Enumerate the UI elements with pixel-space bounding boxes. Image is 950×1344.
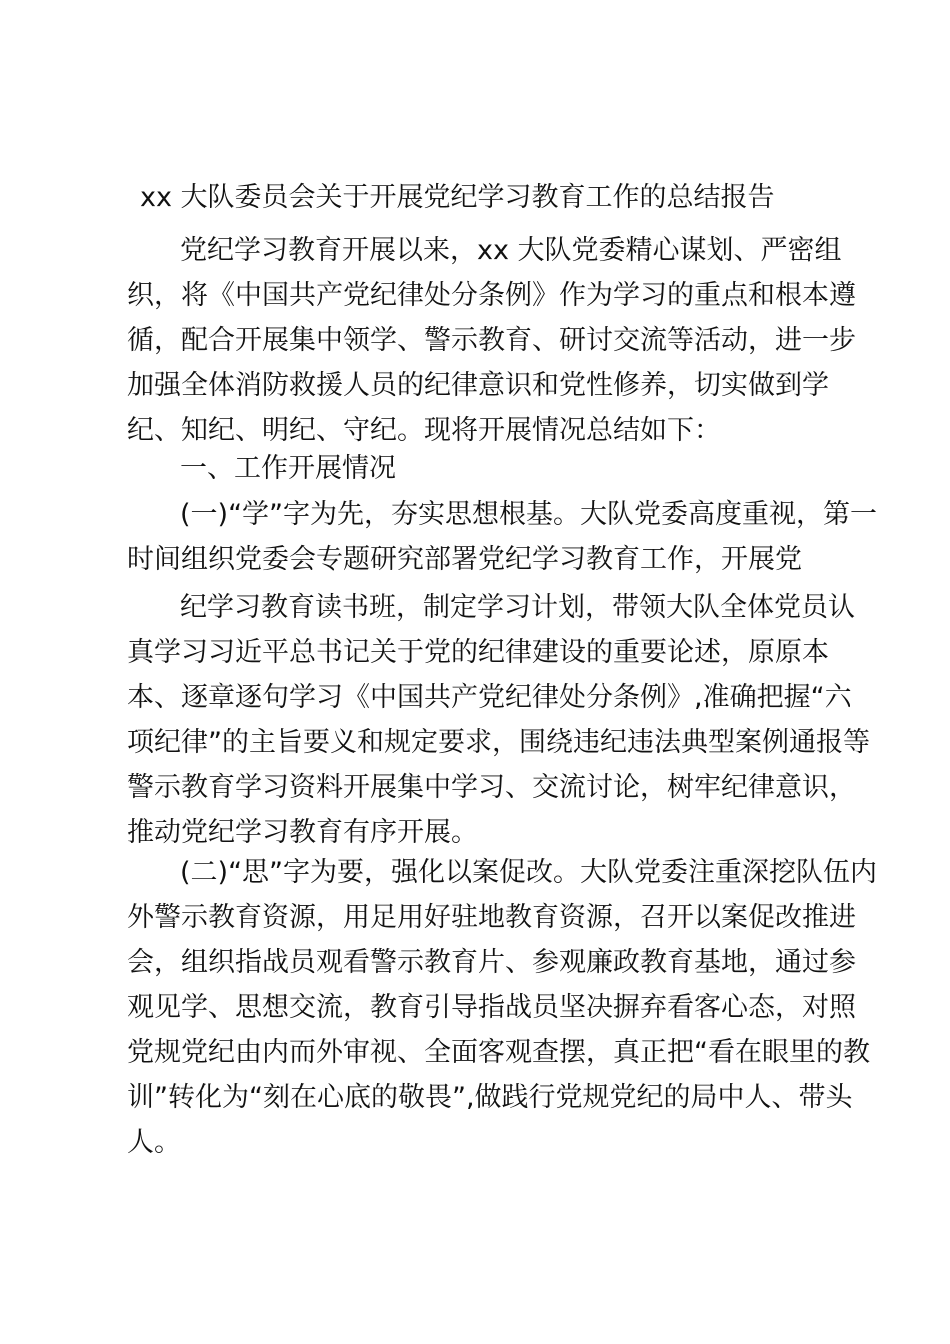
text-line: 党规党纪由内而外审视、全面客观查摆，真正把“看在眼里的教 [127, 1037, 870, 1068]
intro-paragraph [127, 228, 856, 453]
text-line: 警示教育学习资料开展集中学习、交流讨论，树牢纪律意识， [127, 772, 856, 803]
text-line: 推动党纪学习教育有序开展。 [127, 817, 478, 848]
text-line: 党纪学习教育开展以来，xx 大队党委精心谋划、严密组 [180, 235, 842, 266]
text-line: 人。 [127, 1127, 181, 1158]
text-line: 加强全体消防救援人员的纪律意识和党性修养，切实做到学 [127, 370, 829, 401]
text-line: 真学习习近平总书记关于党的纪律建设的重要论述，原原本 [127, 637, 829, 668]
text-line: 织，将《中国共产党纪律处分条例》作为学习的重点和根本遵 [127, 280, 856, 311]
part2-paragraph [127, 850, 878, 1165]
text-line: 训”转化为“刻在心底的敬畏”,做践行党规党纪的局中人、带头 [127, 1082, 853, 1113]
text-line: 纪学习教育读书班，制定学习计划，带领大队全体党员认 [180, 592, 855, 623]
text-line: 纪、知纪、明纪、守纪。现将开展情况总结如下： [127, 415, 721, 446]
text-line: (一)“学”字为先，夯实思想根基。大队党委高度重视，第一 [180, 499, 878, 530]
part1-paragraph-a [127, 492, 878, 582]
section-heading [127, 446, 839, 491]
part1-paragraph-b [127, 585, 870, 855]
text-line: (二)“思”字为要，强化以案促改。大队党委注重深挖队伍内 [180, 857, 878, 888]
text-line: 观见学、思想交流，教育引导指战员坚决摒弃看客心态，对照 [127, 992, 856, 1023]
section1-heading: 一、工作开展情况 [180, 453, 396, 484]
document-title: xx 大队委员会关于开展党纪学习教育工作的总结报告 [140, 182, 775, 213]
text-line: 本、逐章逐句学习《中国共产党纪律处分条例》,准确把握“六 [127, 682, 852, 713]
text-line: 会，组织指战员观看警示教育片、参观廉政教育基地，通过参 [127, 947, 856, 978]
text-line: 循，配合开展集中领学、警示教育、研讨交流等活动，进一步 [127, 325, 856, 356]
text-line: 时间组织党委会专题研究部署党纪学习教育工作，开展党 [127, 544, 802, 575]
text-line: 项纪律”的主旨要义和规定要求，围绕违纪违法典型案例通报等 [127, 727, 870, 758]
text-line: 外警示教育资源，用足用好驻地教育资源，召开以案促改推进 [127, 902, 856, 933]
